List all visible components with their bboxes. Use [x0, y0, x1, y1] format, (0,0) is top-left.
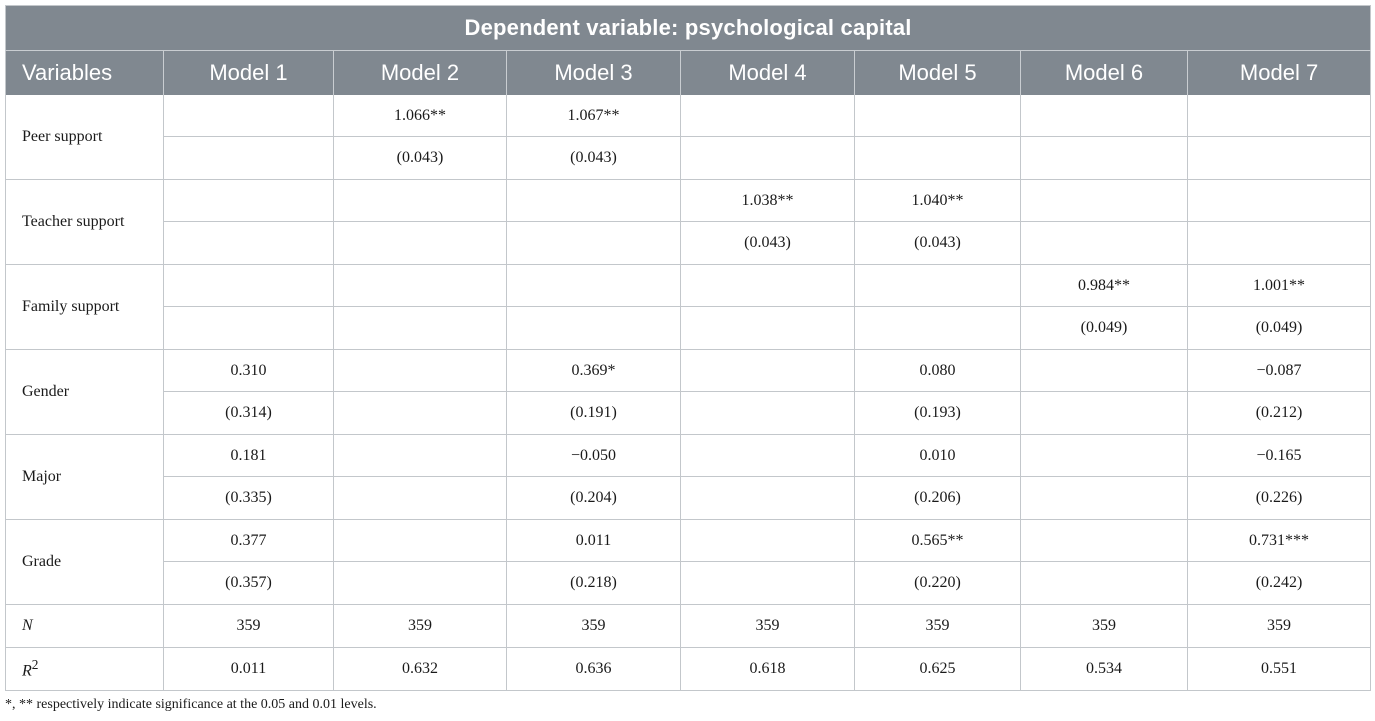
coef-cell	[1021, 350, 1188, 393]
se-cell	[334, 307, 507, 350]
se-cell	[855, 137, 1021, 180]
coef-cell	[681, 520, 855, 563]
se-cell	[507, 307, 681, 350]
coef-cell	[334, 350, 507, 393]
row-label-teacher-support: Teacher support	[6, 180, 164, 265]
coef-cell: 1.001**	[1188, 265, 1371, 308]
r2-value: 0.636	[507, 648, 681, 691]
coef-cell: −0.165	[1188, 435, 1371, 478]
se-cell: (0.212)	[1188, 392, 1371, 435]
se-cell	[334, 222, 507, 265]
r2-value: 0.534	[1021, 648, 1188, 691]
table-row-family-support-se	[6, 307, 1371, 350]
n-value: 359	[1188, 605, 1371, 648]
coef-cell	[1188, 180, 1371, 223]
header-model-6: Model 6	[1021, 51, 1188, 96]
se-cell: (0.049)	[1188, 307, 1371, 350]
se-cell	[855, 307, 1021, 350]
se-cell: (0.242)	[1188, 562, 1371, 605]
table-row-grade-coef	[6, 520, 1371, 563]
coef-cell: 1.067**	[507, 95, 681, 137]
coef-cell: 1.066**	[334, 95, 507, 137]
coef-cell: −0.087	[1188, 350, 1371, 393]
coef-cell	[681, 350, 855, 393]
coef-cell: 0.010	[855, 435, 1021, 478]
table-body	[6, 95, 1371, 691]
r2-value: 0.618	[681, 648, 855, 691]
header-model-3: Model 3	[507, 51, 681, 96]
se-cell: (0.226)	[1188, 477, 1371, 520]
table-row-gender-coef	[6, 350, 1371, 393]
table-row-teacher-support-se	[6, 222, 1371, 265]
coef-cell	[1188, 95, 1371, 137]
se-cell: (0.204)	[507, 477, 681, 520]
r2-label	[6, 648, 164, 691]
coef-cell	[164, 265, 334, 308]
se-cell: (0.191)	[507, 392, 681, 435]
se-cell: (0.043)	[334, 137, 507, 180]
table-row-peer-support-coef	[6, 95, 1371, 137]
se-cell	[334, 562, 507, 605]
table-row-teacher-support-coef	[6, 180, 1371, 223]
coef-cell	[681, 265, 855, 308]
coef-cell: −0.050	[507, 435, 681, 478]
table-row-grade-se	[6, 562, 1371, 605]
regression-table	[5, 5, 1371, 691]
coef-cell	[855, 265, 1021, 308]
se-cell: (0.043)	[681, 222, 855, 265]
header-model-5: Model 5	[855, 51, 1021, 96]
coef-cell: 0.369*	[507, 350, 681, 393]
header-model-1: Model 1	[164, 51, 334, 96]
title-row	[6, 6, 1371, 51]
se-cell	[334, 477, 507, 520]
n-row	[6, 605, 1371, 648]
se-cell: (0.335)	[164, 477, 334, 520]
header-variables: Variables	[6, 51, 164, 96]
se-cell: (0.043)	[507, 137, 681, 180]
coef-cell	[855, 95, 1021, 137]
coef-cell: 0.731***	[1188, 520, 1371, 563]
coef-cell	[334, 265, 507, 308]
table-head	[6, 6, 1371, 96]
se-cell	[1021, 477, 1188, 520]
n-value: 359	[855, 605, 1021, 648]
n-value: 359	[681, 605, 855, 648]
table-row-major-se	[6, 477, 1371, 520]
se-cell: (0.043)	[855, 222, 1021, 265]
table-row-gender-se	[6, 392, 1371, 435]
row-label-family-support: Family support	[6, 265, 164, 350]
coef-cell	[164, 95, 334, 137]
coef-cell	[507, 265, 681, 308]
se-cell	[164, 222, 334, 265]
coef-cell	[334, 520, 507, 563]
se-cell	[681, 137, 855, 180]
r2-value: 0.625	[855, 648, 1021, 691]
coef-cell	[334, 435, 507, 478]
se-cell	[681, 562, 855, 605]
r2-value: 0.011	[164, 648, 334, 691]
r2-value: 0.551	[1188, 648, 1371, 691]
se-cell: (0.206)	[855, 477, 1021, 520]
se-cell: (0.049)	[1021, 307, 1188, 350]
coef-cell	[334, 180, 507, 223]
header-model-4: Model 4	[681, 51, 855, 96]
table-row-major-coef	[6, 435, 1371, 478]
se-cell	[1021, 222, 1188, 265]
row-label-gender: Gender	[6, 350, 164, 435]
n-value: 359	[164, 605, 334, 648]
se-cell	[681, 392, 855, 435]
se-cell: (0.218)	[507, 562, 681, 605]
coef-cell: 0.984**	[1021, 265, 1188, 308]
coef-cell	[1021, 180, 1188, 223]
se-cell	[507, 222, 681, 265]
coef-cell: 1.040**	[855, 180, 1021, 223]
se-cell: (0.314)	[164, 392, 334, 435]
r2-label-sup: 2	[31, 657, 39, 673]
se-cell	[1021, 137, 1188, 180]
coef-cell: 1.038**	[681, 180, 855, 223]
n-value: 359	[507, 605, 681, 648]
row-label-grade: Grade	[6, 520, 164, 605]
header-model-7: Model 7	[1188, 51, 1371, 96]
coef-cell: 0.011	[507, 520, 681, 563]
row-label-major: Major	[6, 435, 164, 520]
coef-cell: 0.565**	[855, 520, 1021, 563]
r2-row	[6, 648, 1371, 691]
coef-cell: 0.310	[164, 350, 334, 393]
n-value: 359	[334, 605, 507, 648]
se-cell	[164, 307, 334, 350]
se-cell	[1188, 137, 1371, 180]
coef-cell: 0.181	[164, 435, 334, 478]
coef-cell	[1021, 95, 1188, 137]
table-row-family-support-coef	[6, 265, 1371, 308]
row-label-peer-support: Peer support	[6, 95, 164, 180]
se-cell	[681, 477, 855, 520]
table-footnote: *, ** respectively indicate significance at the 0.05 and 0.01 levels.	[5, 697, 377, 712]
header-row	[6, 51, 1371, 96]
se-cell	[681, 307, 855, 350]
r2-label-base: R	[22, 662, 32, 680]
se-cell	[1021, 562, 1188, 605]
coef-cell	[1021, 520, 1188, 563]
se-cell	[164, 137, 334, 180]
coef-cell	[1021, 435, 1188, 478]
header-model-2: Model 2	[334, 51, 507, 96]
se-cell	[1188, 222, 1371, 265]
se-cell	[334, 392, 507, 435]
se-cell: (0.357)	[164, 562, 334, 605]
coef-cell	[164, 180, 334, 223]
coef-cell: 0.080	[855, 350, 1021, 393]
table-title: Dependent variable: psychological capital	[6, 6, 1371, 51]
se-cell: (0.220)	[855, 562, 1021, 605]
n-label	[6, 605, 164, 648]
coef-cell	[681, 435, 855, 478]
n-label-text: N	[22, 617, 33, 634]
coef-cell	[507, 180, 681, 223]
coef-cell: 0.377	[164, 520, 334, 563]
coef-cell	[681, 95, 855, 137]
table-row-peer-support-se	[6, 137, 1371, 180]
se-cell: (0.193)	[855, 392, 1021, 435]
r2-value: 0.632	[334, 648, 507, 691]
n-value: 359	[1021, 605, 1188, 648]
se-cell	[1021, 392, 1188, 435]
